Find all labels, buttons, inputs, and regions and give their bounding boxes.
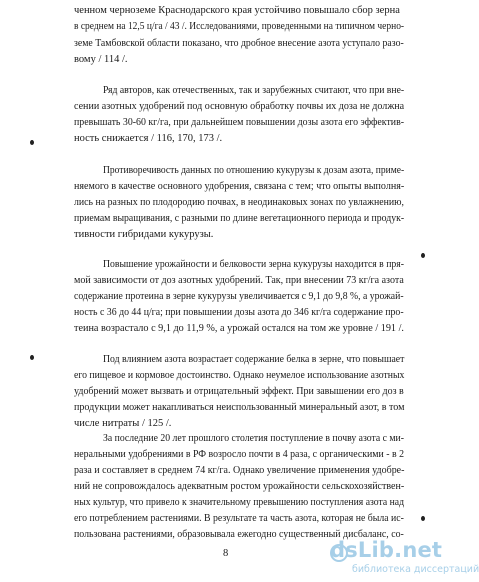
text-line: превышать 30-60 кг/га, при дальнейшем повышении дозы азота его эффектив- <box>74 117 405 129</box>
text-line: няемого в качестве основного удобрения, связана с тем; что опыты выполня- <box>74 180 405 192</box>
text-line: продукции может накапливаться неиспользованный минеральный азот, в том <box>74 401 405 413</box>
watermark-subtitle: библиотека диссертаций <box>352 564 479 575</box>
text-line: земе Тамбовской области показано, что дробное внесение азота уступало разо- <box>74 37 404 49</box>
text-line: его потреблением растениями. В результате та часть азота, которая не была ис- <box>74 513 404 524</box>
text-line: раза и составляет в среднем 74 кг/га. Однако увеличение применения удобре- <box>74 464 405 476</box>
text-line: За последние 20 лет прошлого столетия поступление в почву азота с ми- <box>103 432 404 444</box>
text-line: приемам выращивания, с разными по длине вегетационного периода и продук- <box>74 212 405 224</box>
text-line: сении азотных удобрений под основную обработку почвы их доза не должна <box>74 101 405 113</box>
margin-mark <box>421 253 425 258</box>
margin-mark <box>421 516 425 521</box>
margin-mark <box>30 140 34 145</box>
text-line: его пищевое и кормовое достоинство. Однако неумелое использование азотных <box>74 369 405 381</box>
margin-mark <box>30 355 34 360</box>
text-line: ных культур, что привело к значительному превышению поступления азота над <box>74 496 405 508</box>
text-line: удобрений может вызвать и отрицательный эффект. При завышении его доз в <box>74 385 404 397</box>
text-line: вому / 114 /. <box>74 53 128 65</box>
text-line: неральными удобрениями в РФ возросло почти в 4 раза, с органическими - в 2 <box>74 448 405 460</box>
watermark <box>330 534 479 580</box>
text-line: пользована растениями, образовывала ежегодно существенный дисбаланс, со- <box>74 529 404 540</box>
text-line: ченном черноземе Краснодарского края устойчиво повышало сбор зерна <box>74 5 400 16</box>
watermark-logo: dsLib.net <box>330 538 443 562</box>
text-line: теина возрастало с 9,1 до 11,9 %, а урожай остался на том же уровне / 191 /. <box>74 323 404 335</box>
text-line: числе нитраты / 125 /. <box>74 417 172 429</box>
text-line: в среднем на 12,5 ц/га / 43 /. Исследованиями, проведенными на типичном черно- <box>74 21 405 32</box>
text-line: содержание протеина в зерне кукурузы увеличивается с 9,1 до 9,8 %, а урожай- <box>74 291 404 302</box>
text-line: лись на разных по плодородию почвах, в неодинаковых зонах по увлажнению, <box>74 196 404 208</box>
text-line: Ряд авторов, как отечественных, так и зарубежных считают, что при вне- <box>103 85 405 97</box>
text-line: мой зависимости от доз азотных удобрений. Так, при внесении 73 кг/га азота <box>74 275 404 286</box>
text-line: ний не сопровождалось адекватным ростом урожайности сельскохозяйствен- <box>74 480 405 492</box>
text-line: Противоречивость данных по отношению кукурузы к дозам азота, приме- <box>103 164 405 176</box>
text-line: ность с 36 до 44 ц/га; при повышении дозы азота до 346 кг/га содержание про- <box>74 307 404 319</box>
page-number: 8 <box>223 548 229 559</box>
text-line: ность снижается / 116, 170, 173 /. <box>74 133 223 145</box>
text-line: тивности гибридами кукурузы. <box>74 228 214 240</box>
text-line: Повышение урожайности и белковости зерна кукурузы находится в пря- <box>103 259 404 270</box>
text-line: Под влиянием азота возрастает содержание белка в зерне, что повышает <box>103 353 405 365</box>
